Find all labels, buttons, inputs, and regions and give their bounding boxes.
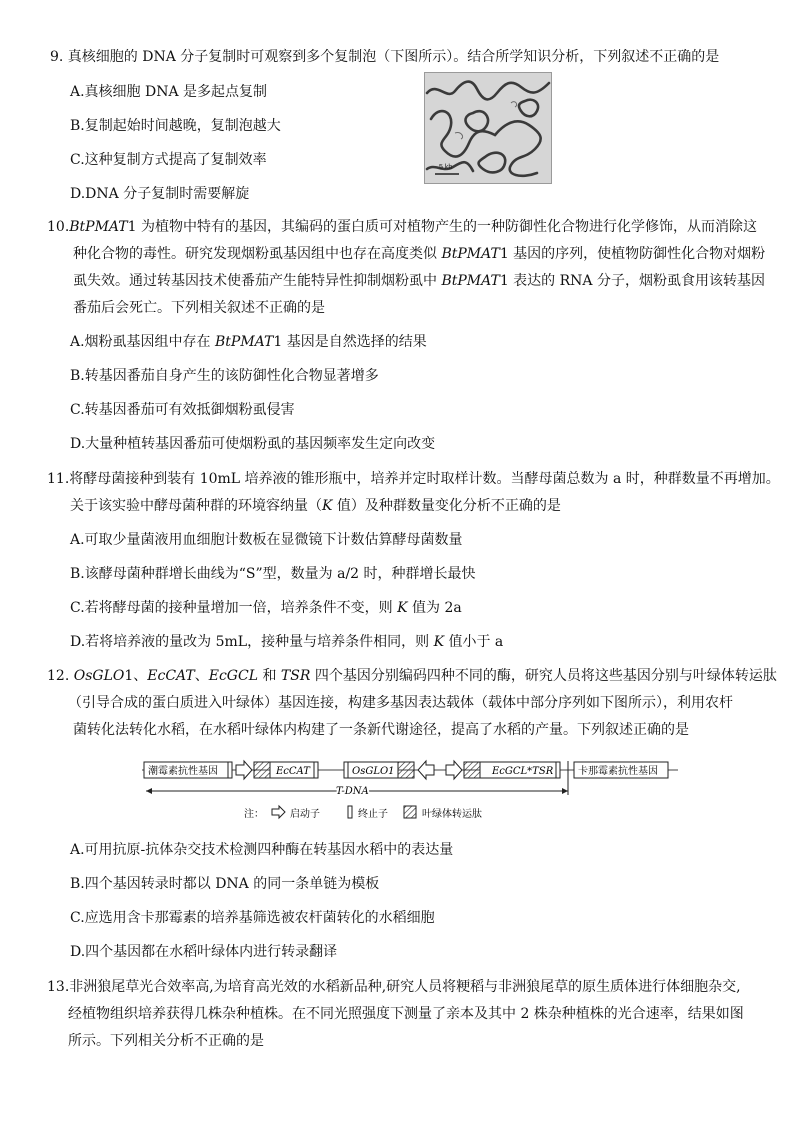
- q9-option-d: D.DNA 分子复制时需要解旋: [70, 186, 250, 202]
- q13-stem-line-3: 所示。下列相关分析不正确的是: [68, 1033, 264, 1049]
- q10-option-a: [70, 332, 427, 352]
- q10-gene-suffix: 1: [127, 219, 137, 235]
- legend-promoter-label: 启动子: [290, 809, 320, 820]
- transit-peptide-2: [398, 762, 414, 778]
- q10-stem-line-2: [73, 244, 765, 264]
- q10-stem-line-3: [73, 271, 765, 291]
- q12-stem-line-2: （引导合成的蛋白质进入叶绿体）基因连接，构建多基因表达载体（载体中部分序列如下图所示），利用农杆: [68, 695, 733, 711]
- q12-gene-osglo-suffix: 1: [124, 668, 134, 684]
- q10-text-2b: 基因的序列，使植物防御性化合物对烟粉: [508, 246, 766, 262]
- t-dna-svg: [140, 755, 680, 823]
- q9-option-c: C.这种复制方式提高了复制效率: [70, 152, 267, 168]
- q11-text-2a: 关于该实验中酵母菌种群的环境容纳量（: [70, 498, 322, 514]
- q10-option-a-text: A.烟粉虱基因组中存在: [70, 334, 216, 350]
- q10-gene-name: BtPMAT: [441, 273, 500, 289]
- legend-promoter-icon: [272, 806, 285, 818]
- q11-stem-line-1: 11.将酵母菌接种到装有 10mL 培养液的锥形瓶中，培养并定时取样计数。当酵母菌总数为 a 时，种群数量不再增加。: [47, 471, 780, 487]
- q13-stem-line-2: 经植物组织培养获得几株杂种植株。在不同光照强度下测量了亲本及其中 2 株杂种植株的光合速率，结果如图: [68, 1006, 744, 1022]
- legend-terminator-label: 终止子: [358, 809, 388, 820]
- legend-transit-icon: [404, 806, 416, 818]
- q11-option-d: [70, 632, 503, 652]
- q11-option-b: B.该酵母菌种群增长曲线为“S”型，数量为 a/2 时，种群增长最快: [70, 566, 476, 582]
- q11-k-symbol: K: [397, 600, 408, 616]
- terminator-2: [314, 762, 318, 778]
- legend-terminator-icon: [348, 806, 352, 818]
- q10-gene-name: BtPMAT: [215, 334, 274, 350]
- q12-gene-ecgcl: EcGCL: [208, 668, 258, 684]
- q12-gene-osglo: OsGLO: [73, 668, 125, 684]
- q12-stem-line-3: 菌转化法转化水稻，在水稻叶绿体内构建了一条新代谢途径，提高了水稻的产量。下列叙述正确的是: [73, 722, 689, 738]
- replication-bubble-micrograph: [424, 72, 552, 184]
- q12-number: 12.: [47, 668, 74, 684]
- q12-option-b: B.四个基因转录时都以 DNA 的同一条单链为模板: [70, 876, 380, 892]
- terminator-3: [344, 762, 348, 778]
- q10-gene-suffix: 1: [499, 273, 509, 289]
- terminator-4: [556, 762, 560, 778]
- q11-option-d-text-end: 值小于 a: [444, 634, 504, 650]
- q10-stem-line-1: [47, 217, 757, 237]
- q11-text-2b: 值）及种群数量变化分析不正确的是: [332, 498, 561, 514]
- q10-option-b: B.转基因番茄自身产生的该防御性化合物显著增多: [70, 368, 379, 384]
- osglo1-label: OsGLO1: [352, 766, 395, 777]
- q10-text-1: 为植物中特有的基因，其编码的蛋白质可对植物产生的一种防御性化合物进行化学修饰，从而消除这: [141, 219, 757, 235]
- q11-k-symbol: K: [433, 634, 445, 650]
- q9-stem: 9. 真核细胞的 DNA 分子复制时可观察到多个复制泡（下图所示）。结合所学知识分析，下列叙述不正确的是: [50, 49, 720, 65]
- ecgcl-tsr-label: EcGCL*TSR: [492, 766, 554, 777]
- q11-option-a: A.可取少量菌液用血细胞计数板在显微镜下计数估算酵母菌数量: [70, 532, 463, 548]
- t-dna-construct-diagram: [140, 755, 680, 823]
- q12-stem-line-1: [47, 666, 777, 686]
- terminator-1: [228, 762, 232, 778]
- q12-gene-tsr: TSR: [280, 668, 311, 684]
- hyg-resistance-label: 潮霉素抗性基因: [148, 766, 218, 777]
- q10-gene-suffix: 1: [273, 334, 283, 350]
- q12-separator: 、: [194, 668, 209, 684]
- transit-peptide-1: [254, 762, 270, 778]
- q12-and: 和: [258, 668, 281, 684]
- eccat-label: EcCAT: [276, 766, 310, 777]
- q11-option-c-text: C.若将酵母菌的接种量增加一倍，培养条件不变，则: [70, 600, 398, 616]
- q12-separator: 、: [133, 668, 148, 684]
- q12-text-1: 四个基因分别编码四种不同的酶，研究人员将这些基因分别与叶绿体转运肽: [310, 668, 777, 684]
- promoter-arrow-1: [236, 761, 252, 779]
- transit-peptide-3: [464, 762, 480, 778]
- kan-resistance-label: 卡那霉素抗性基因: [578, 766, 658, 777]
- promoter-arrow-2: [418, 761, 434, 779]
- q9-option-a: A.真核细胞 DNA 是多起点复制: [70, 84, 268, 100]
- q12-option-a: A.可用抗原-抗体杂交技术检测四种酶在转基因水稻中的表达量: [70, 842, 454, 858]
- q12-option-c: C.应选用含卡那霉素的培养基筛选被农杆菌转化的水稻细胞: [70, 910, 435, 926]
- q10-gene-name: BtPMAT: [441, 246, 500, 262]
- q10-stem-line-4: 番茄后会死亡。下列相关叙述不正确的是: [73, 300, 325, 316]
- scale-bar-label: 5 kb: [439, 164, 453, 171]
- micrograph-image: [425, 73, 551, 183]
- q10-text-3b: 表达的 RNA 分子，烟粉虱食用该转基因: [508, 273, 765, 289]
- q11-option-c-text-end: 值为 2a: [407, 600, 462, 616]
- q12-option-d: D.四个基因都在水稻叶绿体内进行转录翻译: [70, 944, 338, 960]
- promoter-arrow-3: [446, 761, 462, 779]
- q10-option-d: D.大量种植转基因番茄可使烟粉虱的基因频率发生定向改变: [70, 436, 436, 452]
- q12-gene-eccat: EcCAT: [147, 668, 195, 684]
- q10-text-2a: 种化合物的毒性。研究发现烟粉虱基因组中也存在高度类似: [73, 246, 442, 262]
- t-dna-label: T-DNA: [336, 786, 369, 797]
- q11-option-d-text: D.若将培养液的量改为 5mL，接种量与培养条件相同，则: [70, 634, 434, 650]
- q10-gene-suffix: 1: [499, 246, 509, 262]
- q10-option-a-text-end: 基因是自然选择的结果: [282, 334, 427, 350]
- q10-gene-name: BtPMAT: [69, 219, 128, 235]
- q10-number: 10.: [47, 219, 70, 235]
- q10-option-c: C.转基因番茄可有效抵御烟粉虱侵害: [70, 402, 295, 418]
- legend-note-label: 注：: [244, 809, 264, 820]
- q11-stem-line-2: [70, 496, 561, 516]
- legend-transit-label: 叶绿体转运肽: [422, 809, 482, 820]
- q11-option-c: [70, 598, 462, 618]
- q11-k-symbol: K: [322, 498, 333, 514]
- q9-option-b: B.复制起始时间越晚，复制泡越大: [70, 118, 281, 134]
- q13-stem-line-1: 13.非洲狼尾草光合效率高,为培育高光效的水稻新品种,研究人员将粳稻与非洲狼尾草的原生质体进行体细胞杂交,: [47, 979, 741, 995]
- q10-text-3a: 虱失效。通过转基因技术使番茄产生能特异性抑制烟粉虱中: [73, 273, 442, 289]
